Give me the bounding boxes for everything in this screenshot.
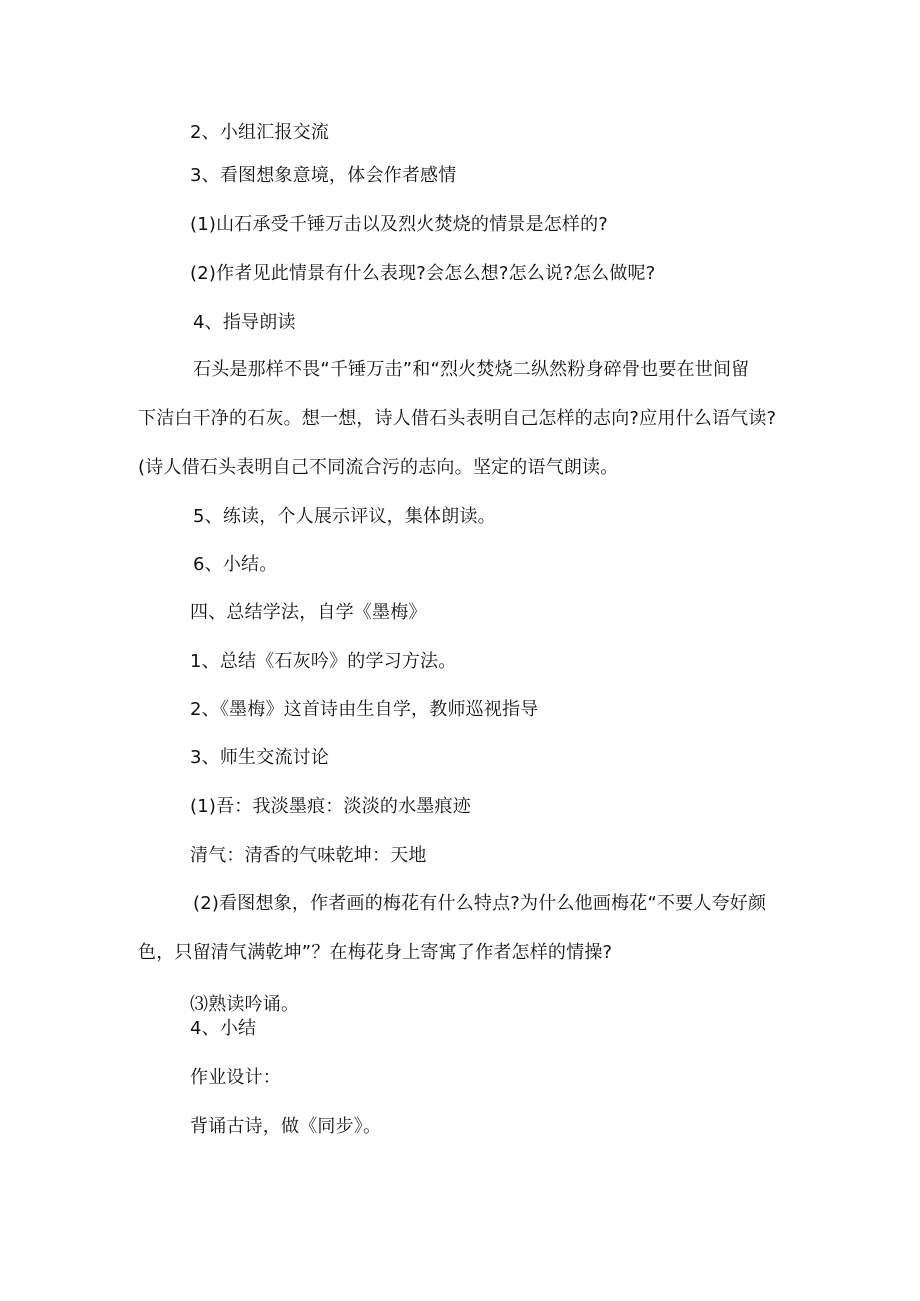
text-line: (2)作者见此情景有什么表现?会怎么想?怎么说?怎么做呢? bbox=[190, 263, 656, 284]
text-line: 2、小组汇报交流 bbox=[190, 122, 330, 143]
text-line: 2、《墨梅》这首诗由生自学，教师巡视指导 bbox=[190, 699, 539, 720]
text-line: 作业设计： bbox=[190, 1067, 281, 1088]
text-line: (1)山石承受千锤万击以及烈火焚烧的情景是怎样的? bbox=[190, 214, 609, 235]
text-line: 4、小结 bbox=[190, 1018, 257, 1039]
text-line: 背诵古诗，做《同步》。 bbox=[190, 1116, 382, 1137]
text-line: (2)看图想象，作者画的梅花有什么特点?为什么他画梅花“不要人夸好颜 bbox=[193, 893, 767, 914]
text-line: 色，只留清气满乾坤”？在梅花身上寄寓了作者怎样的情操? bbox=[138, 942, 613, 963]
text-line: 3、看图想象意境，体会作者感情 bbox=[190, 165, 457, 186]
text-line: 下洁白干净的石灰。想一想，诗人借石头表明自己怎样的志向?应用什么语气读? bbox=[138, 408, 777, 429]
text-line: ⑶熟读吟诵。 bbox=[190, 994, 300, 1015]
text-line: 石头是那样不畏“千锤万击”和“烈火焚烧二纵然粉身碎骨也要在世间留 bbox=[193, 359, 750, 380]
text-line: (诗人借石头表明自己不同流合污的志向。坚定的语气朗读。 bbox=[138, 457, 619, 478]
text-line: 4、指导朗读 bbox=[193, 312, 296, 333]
text-line: (1)吾：我淡墨痕：淡淡的水墨痕迹 bbox=[190, 796, 471, 817]
text-line: 清气：清香的气味乾坤：天地 bbox=[190, 845, 427, 866]
text-line: 1、总结《石灰吟》的学习方法。 bbox=[190, 651, 457, 672]
section-heading: 四、总结学法，自学《墨梅》 bbox=[190, 602, 427, 623]
text-line: 5、练读，个人展示评议，集体朗读。 bbox=[193, 506, 496, 527]
text-line: 6、小结。 bbox=[193, 554, 278, 575]
text-line: 3、师生交流讨论 bbox=[190, 747, 330, 768]
